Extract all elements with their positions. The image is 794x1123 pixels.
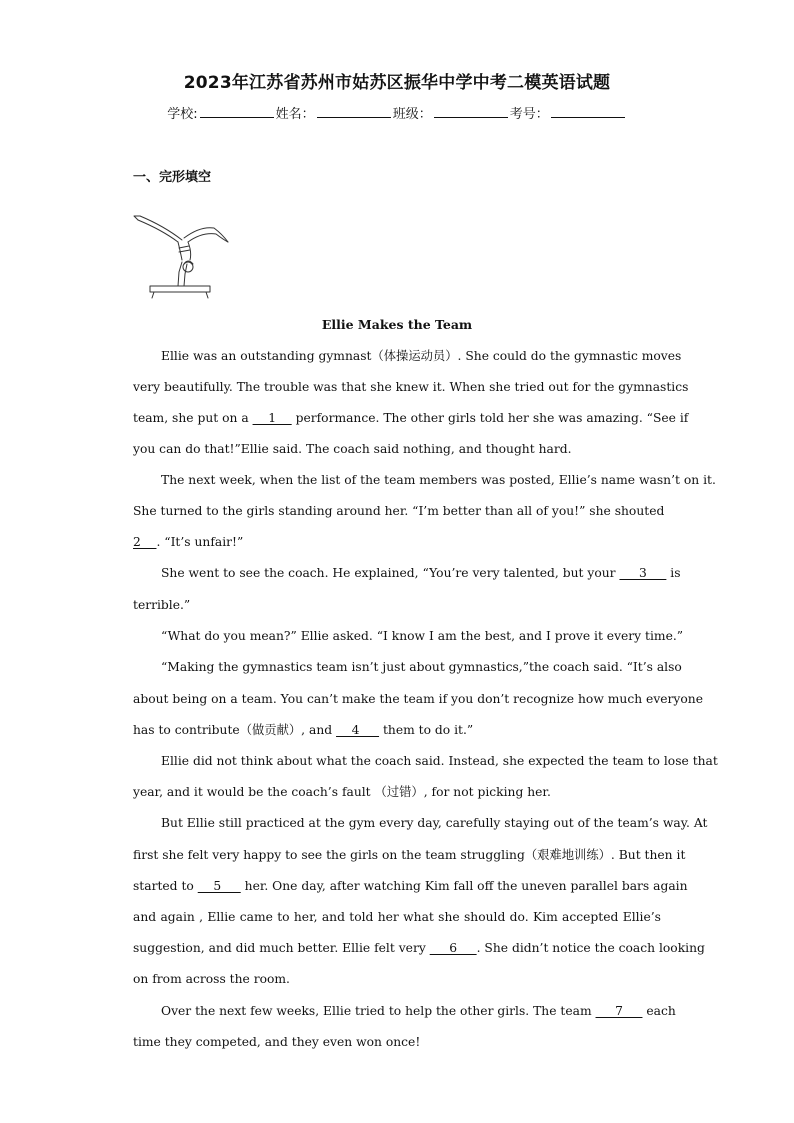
passage-line <box>161 814 708 832</box>
passage-text: But Ellie still practiced at the gym every day, carefully staying out of the team’s way. At <box>161 816 708 830</box>
school-blank <box>200 105 274 118</box>
passage-line <box>161 564 681 582</box>
passage-line <box>161 627 684 645</box>
passage-text: “Making the gymnastics team isn’t just about gymnastics,”the coach said. “It’s also <box>161 660 682 674</box>
passage-text: has to contribute（做贡献）, and <box>133 723 337 737</box>
answer-blank[interactable]: 2 <box>133 535 157 549</box>
passage-text: She went to see the coach. He explained, “You’re very talented, but your <box>161 566 620 580</box>
passage-text: year, and it would be the coach’s fault （过错）, for not picking her. <box>133 785 551 799</box>
answer-blank[interactable]: 6 <box>429 941 477 955</box>
passage-line <box>161 347 682 365</box>
answer-blank[interactable]: 1 <box>252 411 292 425</box>
passage-text: suggestion, and did much better. Ellie felt very <box>133 941 430 955</box>
passage-line <box>161 658 682 676</box>
passage-line <box>133 877 688 895</box>
passage-text: first she felt very happy to see the girls on the team struggling（艰难地训练）. But then it <box>133 848 686 862</box>
passage-line <box>133 908 661 926</box>
passage-text: them to do it.” <box>379 723 474 737</box>
gymnast-illustration <box>132 212 230 302</box>
passage-text: is <box>666 566 681 580</box>
exam-title: 2023年江苏省苏州市姑苏区振华中学中考二模英语试题 <box>183 73 611 93</box>
section-heading: 一、完形填空 <box>133 170 212 185</box>
exam-number-label: 考号： <box>509 107 549 122</box>
answer-blank[interactable]: 5 <box>197 879 241 893</box>
passage-text: She turned to the girls standing around her. “I’m better than all of you!” she shouted <box>133 504 665 518</box>
passage-line <box>133 970 661 988</box>
passage-line <box>133 721 661 739</box>
passage-line <box>133 939 705 957</box>
passage-text: on from across the room. <box>133 972 290 986</box>
passage-line <box>133 596 661 614</box>
passage-text: Over the next few weeks, Ellie tried to help the other girls. The team <box>161 1004 596 1018</box>
passage-text: . She didn’t notice the coach looking <box>476 941 705 955</box>
passage-text: “What do you mean?” Ellie asked. “I know I am the best, and I prove it every time.” <box>161 629 684 643</box>
passage-line <box>133 409 689 427</box>
passage-text: very beautifully. The trouble was that she knew it. When she tried out for the gymnastics <box>133 380 689 394</box>
passage-text: Ellie was an outstanding gymnast（体操运动员）. She could do the gymnastic moves <box>161 349 682 363</box>
answer-blank[interactable]: 7 <box>595 1004 643 1018</box>
passage-text: about being on a team. You can’t make the team if you don’t recognize how much everyone <box>133 692 703 706</box>
school-label: 学校: <box>167 107 198 122</box>
answer-blank[interactable]: 3 <box>619 566 667 580</box>
passage-text: her. One day, after watching Kim fall off the uneven parallel bars again <box>240 879 688 893</box>
class-label: 班级： <box>392 107 432 122</box>
passage-text: you can do that!”Ellie said. The coach said nothing, and thought hard. <box>133 442 572 456</box>
passage-text: The next week, when the list of the team members was posted, Ellie’s name wasn’t on it. <box>161 473 716 487</box>
passage-line <box>133 783 661 801</box>
name-blank <box>317 105 391 118</box>
passage-text: . “It’s unfair!” <box>156 535 244 549</box>
passage-text: Ellie did not think about what the coach said. Instead, she expected the team to lose that <box>161 754 718 768</box>
passage-line <box>161 752 718 770</box>
passage-text: team, she put on a <box>133 411 253 425</box>
passage-text: terrible.” <box>133 598 191 612</box>
passage-line <box>133 502 665 520</box>
passage-title: Ellie Makes the Team <box>321 317 473 332</box>
name-label: 姓名： <box>275 107 315 122</box>
passage-line <box>133 1033 661 1051</box>
passage-text: and again , Ellie came to her, and told her what she should do. Kim accepted Ellie’s <box>133 910 661 924</box>
passage-text: time they competed, and they even won once! <box>133 1035 421 1049</box>
passage-line <box>133 690 703 708</box>
passage-line <box>133 533 661 551</box>
passage-line <box>161 1002 676 1020</box>
student-info-row <box>0 103 794 122</box>
class-blank <box>434 105 508 118</box>
passage-text: started to <box>133 879 198 893</box>
passage-line <box>161 471 716 489</box>
exam-number-blank <box>551 105 625 118</box>
answer-blank[interactable]: 4 <box>336 723 380 737</box>
passage-line <box>133 378 689 396</box>
passage-line <box>133 846 686 864</box>
passage-text: each <box>642 1004 676 1018</box>
passage-text: performance. The other girls told her she was amazing. “See if <box>291 411 689 425</box>
passage-line <box>133 440 661 458</box>
